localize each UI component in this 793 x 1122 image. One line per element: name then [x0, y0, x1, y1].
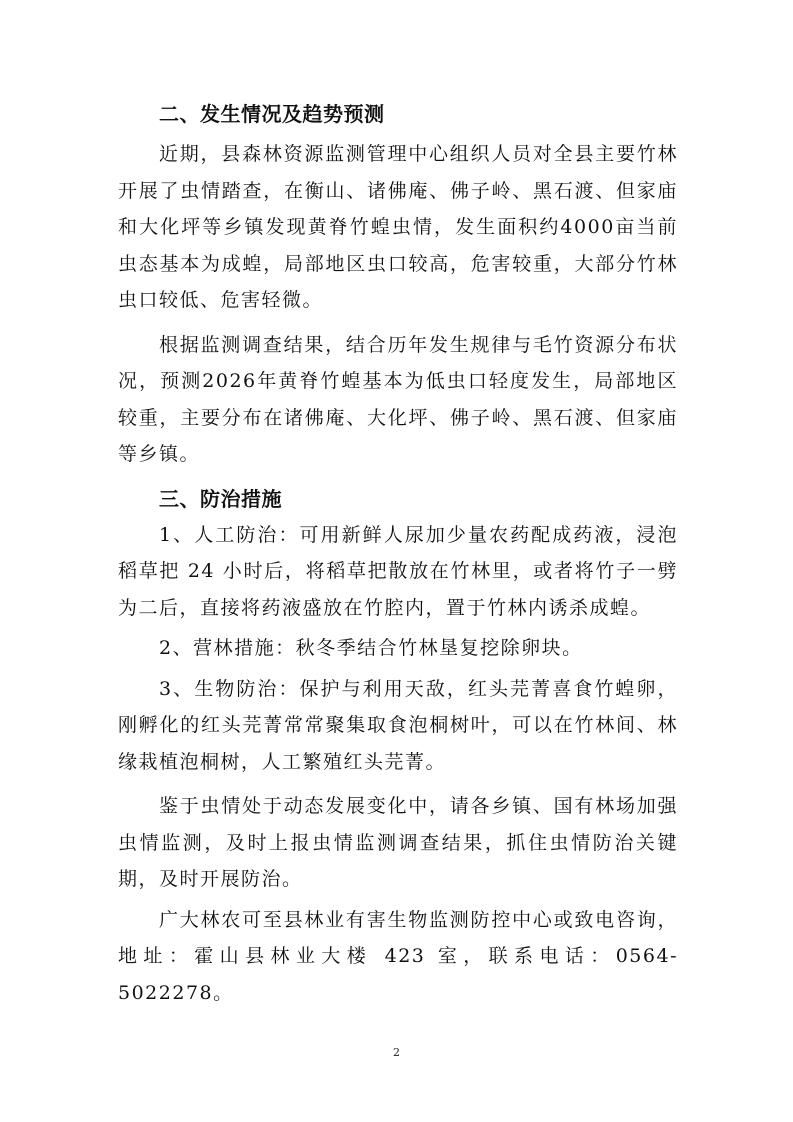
page-number: 2: [393, 1046, 400, 1059]
section-heading-occurrence: 二、发生情况及趋势预测: [159, 102, 385, 126]
paragraph-forestry-measures: 2、营林措施：秋冬季结合竹林垦复挖除卵块。: [159, 637, 583, 659]
paragraph-manual-control: 1、人工防治：可用新鲜人尿加少量农药配成药液，浸泡稻草把 24 小时后，将稻草把散放在竹林里，或者将竹子一劈为二后，直接将药液盛放在竹腔内，置于竹林内诱杀成蝗。: [118, 523, 678, 619]
section-heading-control: 三、防治措施: [159, 486, 282, 511]
paragraph-survey: 近期，县森林资源监测管理中心组织人员对全县主要竹林开展了虫情踏查，在衡山、诸佛庵、佛子岭、黑石渡、但家庙和大化坪等乡镇发现黄脊竹蝗虫情，发生面积约4000亩当前虫态基本为成蝗，局部地区虫口较高，危害较重，大部分竹林虫口较低、危害轻微。: [118, 143, 678, 311]
paragraph-monitoring-notice: 鉴于虫情处于动态发展变化中，请各乡镇、国有林场加强虫情监测，及时上报虫情监测调查结果，抓住虫情防治关键期，及时开展防治。: [118, 795, 678, 890]
paragraph-biological-control: 3、生物防治：保护与利用天敌，红头芫菁喜食竹蝗卵，刚孵化的红头芫菁常常聚集取食泡桐树叶，可以在竹林间、林缘栽植泡桐树，人工繁殖红头芫菁。: [118, 677, 678, 773]
paragraph-forecast: 根据监测调查结果，结合历年发生规律与毛竹资源分布状况，预测2026年黄脊竹蝗基本为低虫口轻度发生，局部地区较重，主要分布在诸佛庵、大化坪、佛子岭、黑石渡、但家庙等乡镇。: [118, 333, 678, 465]
paragraph-contact-info: 广大林农可至县林业有害生物监测防控中心或致电咨询，地址：霍山县林业大楼 423 室，联系电话：0564-5022278。: [118, 908, 678, 1004]
document-body: [118, 96, 678, 1011]
